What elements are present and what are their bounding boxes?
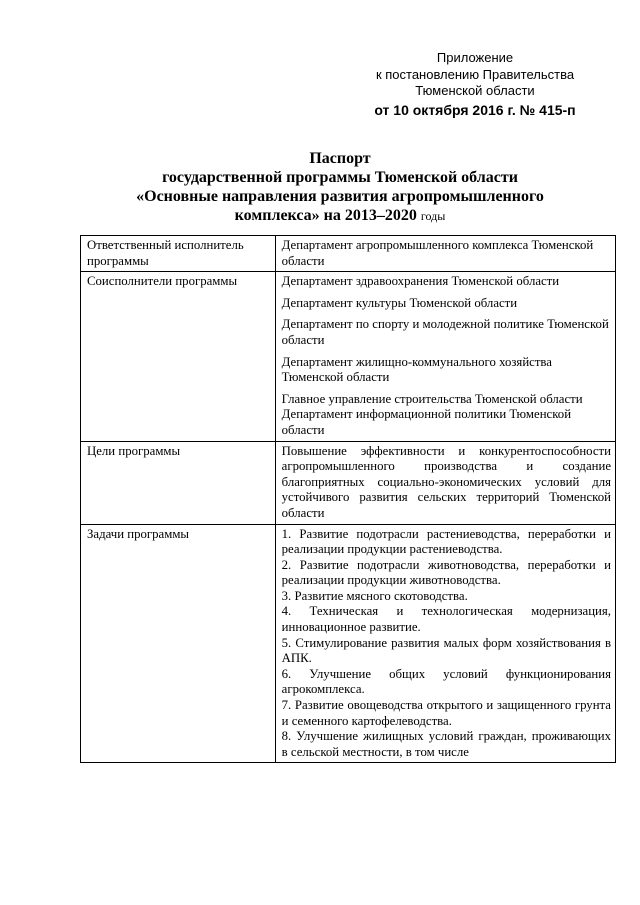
row-label: Задачи программы xyxy=(81,524,276,763)
header-appendix: Приложение xyxy=(436,50,514,65)
value-entry: 4. Техническая и технологическая модернизация, инновационное развитие. xyxy=(281,604,611,635)
table-row xyxy=(81,272,616,441)
value-entry: Департамент агропромышленного комплекса Тюменской области xyxy=(281,238,594,268)
title-line-3: «Основные направления развития агропромышленного xyxy=(136,188,544,205)
value-entry: 8. Улучшение жилищных условий граждан, проживающих в сельской местности, в том числе xyxy=(281,729,611,759)
title-line-4 xyxy=(80,206,600,226)
title-years-suffix: годы xyxy=(420,209,446,223)
value-entry: 1. Развитие подотрасли растениеводства, переработки и реализации продукции растениеводства. xyxy=(281,526,611,557)
title-line-1: Паспорт xyxy=(309,150,371,167)
value-entry: 6. Улучшение общих условий функционирования агрокомплекса. xyxy=(281,666,611,697)
value-entry: Департамент по спорту и молодежной политике Тюменской области xyxy=(281,317,609,347)
value-entry: Департамент культуры Тюменской области xyxy=(281,295,518,310)
row-label: Цели программы xyxy=(81,441,276,524)
header-date-number: от 10 октября 2016 г. № 415-п xyxy=(374,101,576,118)
row-value xyxy=(275,441,615,524)
value-entry: 5. Стимулирование развития малых форм хозяйствования в АПК. xyxy=(281,635,611,666)
value-entry: 3. Развитие мясного скотоводства. xyxy=(281,588,468,603)
row-label: Ответственный исполнитель программы xyxy=(81,236,276,272)
value-entry: Департамент здравоохранения Тюменской области xyxy=(281,274,560,289)
passport-table xyxy=(80,235,616,763)
title-line-2: государственной программы Тюменской области xyxy=(162,169,518,186)
value-entry: 2. Развитие подотрасли животноводства, переработки и реализации продукции животноводства. xyxy=(281,557,611,588)
value-entry: Департамент жилищно-коммунального хозяйства Тюменской области xyxy=(281,354,552,385)
row-value xyxy=(275,236,615,272)
table-row xyxy=(81,524,616,763)
row-value xyxy=(275,272,615,441)
header-resolution: к постановлению Правительства xyxy=(375,66,575,82)
value-entry: 7. Развитие овощеводства открытого и защищенного грунта и семенного картофелеводства. xyxy=(281,698,611,728)
document-header xyxy=(340,50,610,118)
header-region: Тюменской области xyxy=(415,83,535,98)
value-entry: Повышение эффективности и конкурентоспособности агропромышленного производства и создание благоприятных социально-экономических условий для устойчивого развития сельских территорий Тюменской области xyxy=(281,443,611,520)
table-row xyxy=(81,441,616,524)
row-value xyxy=(275,524,615,763)
table-row xyxy=(81,236,616,272)
row-label: Соисполнители программы xyxy=(81,272,276,441)
title-line-4-main: комплекса» на 2013–2020 xyxy=(234,207,417,224)
value-entry: Департамент информационной политики Тюменской области xyxy=(281,407,572,437)
document-title xyxy=(80,149,600,226)
value-entry: Главное управление строительства Тюменской области xyxy=(281,391,583,406)
